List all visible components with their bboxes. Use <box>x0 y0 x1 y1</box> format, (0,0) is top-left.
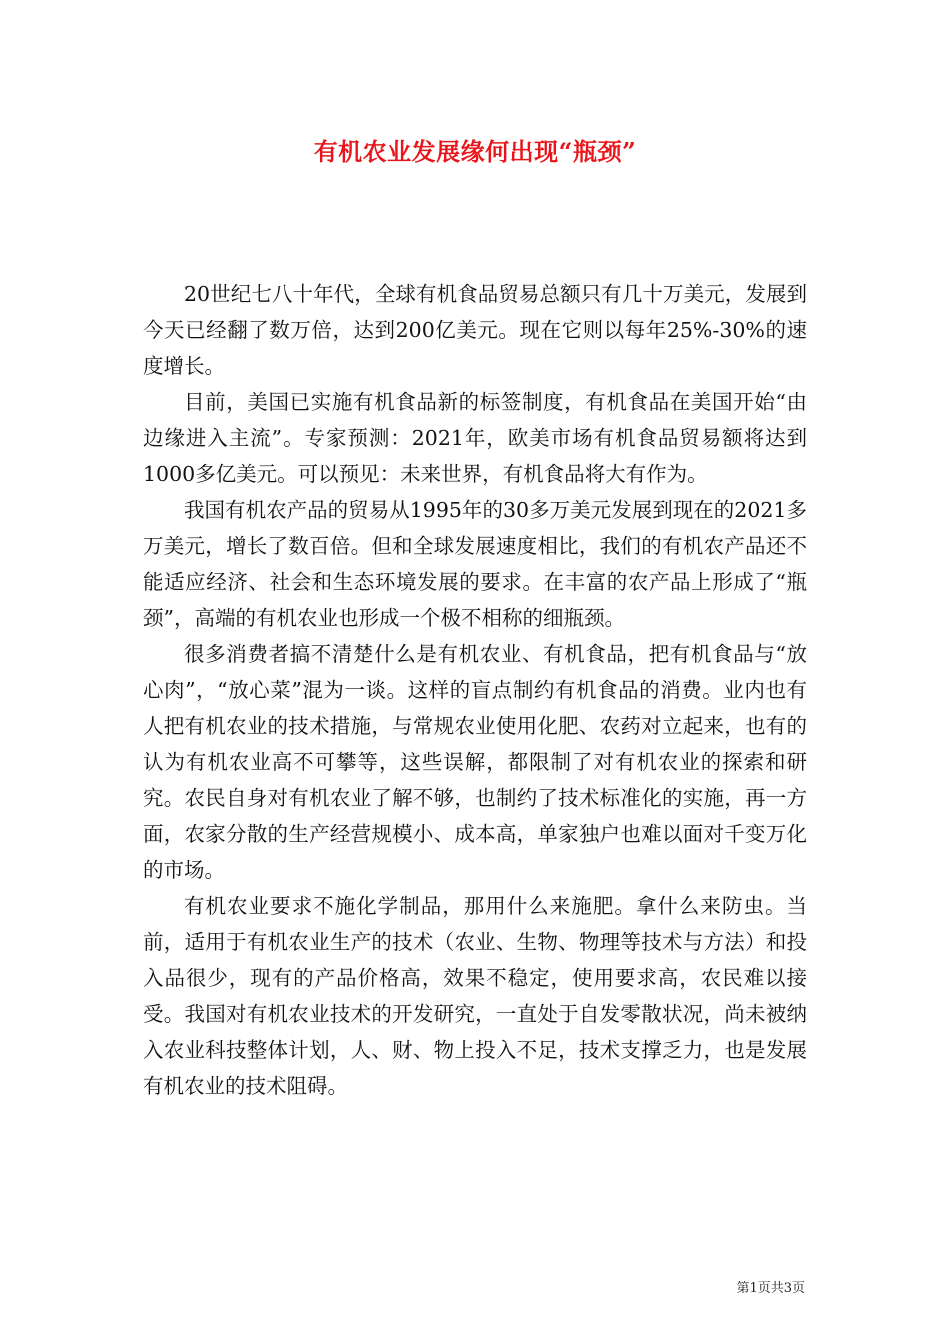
paragraph-1: 20世纪七八十年代，全球有机食品贸易总额只有几十万美元，发展到今天已经翻了数万倍，达到200亿美元。现在它则以每年25%-30%的速度增长。 <box>143 282 807 378</box>
paragraph-2: 目前，美国已实施有机食品新的标签制度，有机食品在美国开始“由边缘进入主流”。专家预测：2021年，欧美市场有机食品贸易额将达到1000多亿美元。可以预见：未来世界，有机食品将大有作为。 <box>143 390 807 486</box>
paragraph-3: 我国有机农产品的贸易从1995年的30多万美元发展到现在的2021多万美元，增长了数百倍。但和全球发展速度相比，我们的有机农产品还不能适应经济、社会和生态环境发展的要求。在丰富的农产品上形成了“瓶颈”，高端的有机农业也形成一个极不相称的细瓶颈。 <box>143 498 807 630</box>
paragraph-5: 有机农业要求不施化学制品，那用什么来施肥。拿什么来防虫。当前，适用于有机农业生产的技术（农业、生物、物理等技术与方法）和投入品很少，现有的产品价格高，效果不稳定，使用要求高，农民难以接受。我国对有机农业技术的开发研究，一直处于自发零散状况，尚未被纳入农业科技整体计划，人、财、物上投入不足，技术支撑乏力，也是发展有机农业的技术阻碍。 <box>143 894 807 1098</box>
article-body <box>143 276 807 1104</box>
paragraph-4: 很多消费者搞不清楚什么是有机农业、有机食品，把有机食品与“放心肉”，“放心菜”混为一谈。这样的盲点制约有机食品的消费。业内也有人把有机农业的技术措施，与常规农业使用化肥、农药对立起来，也有的认为有机农业高不可攀等，这些误解，都限制了对有机农业的探索和研究。农民自身对有机农业了解不够，也制约了技术标准化的实施，再一方面，农家分散的生产经营规模小、成本高，单家独户也难以面对千变万化的市场。 <box>143 642 807 882</box>
page-title: 有机农业发展缘何出现“瓶颈” <box>313 137 637 166</box>
page-number: 第1页共3页 <box>736 1281 805 1296</box>
